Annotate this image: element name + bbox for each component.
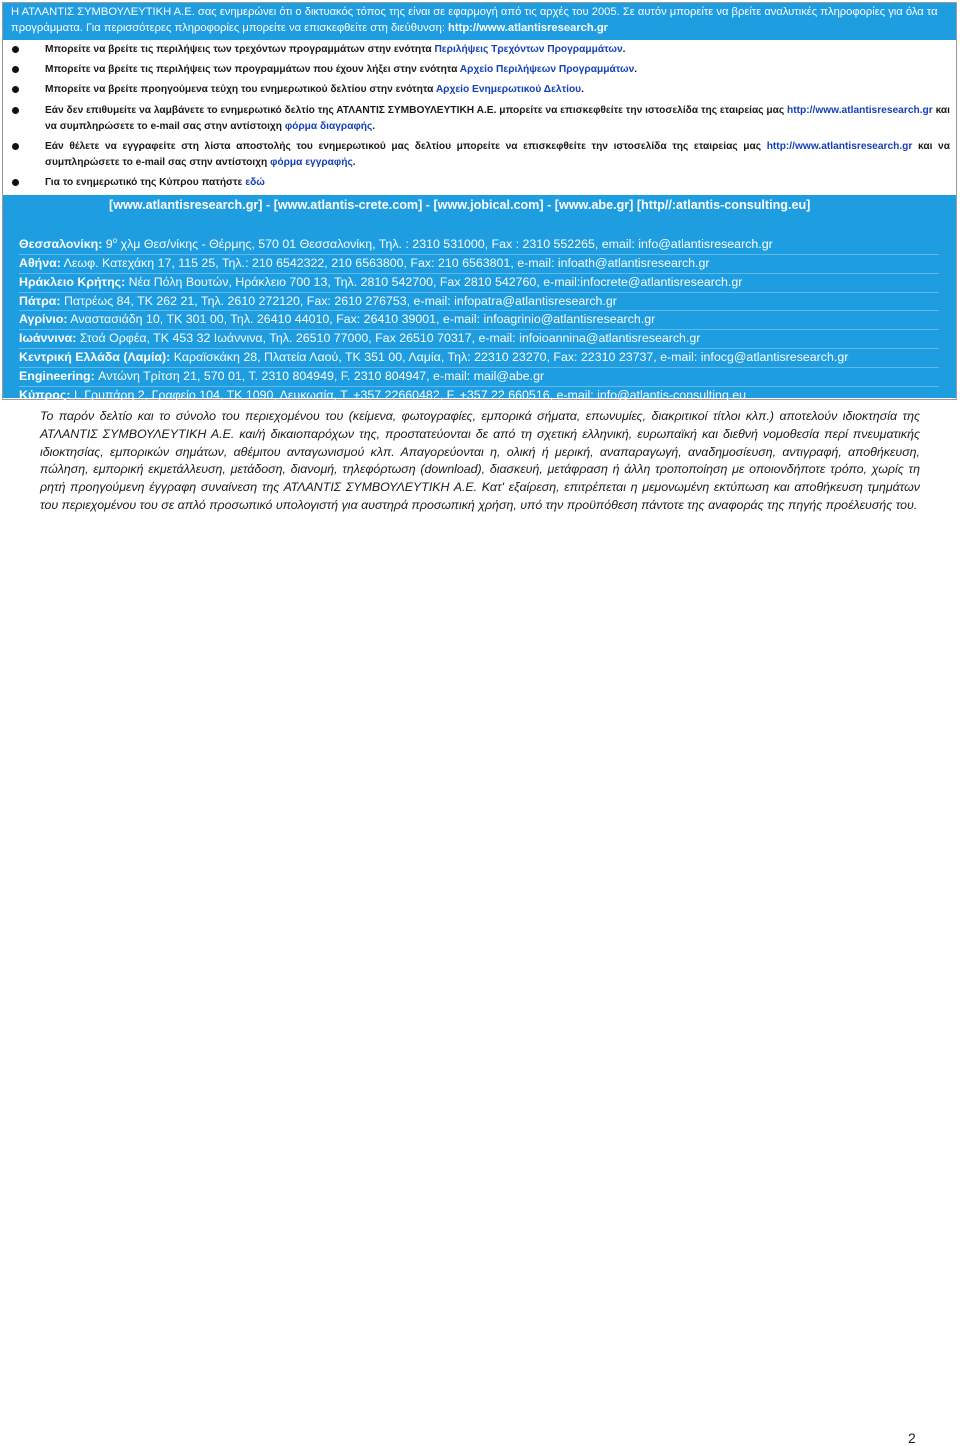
- bullet-text: Εάν θέλετε να εγγραφείτε στη λίστα αποστολής του ενημερωτικού μας δελτίου μπορείτε να επισκεφθείτε την ιστοσελίδα της εταιρείας μας: [45, 141, 767, 152]
- intro-website-link[interactable]: http://www.atlantisresearch.gr: [448, 22, 609, 34]
- subscribe-form-link[interactable]: φόρμα εγγραφής: [270, 157, 353, 168]
- office-row-thessaloniki: [19, 232, 939, 255]
- bullet-dot-icon: [12, 143, 19, 150]
- bullet-dot-icon: [12, 46, 19, 53]
- office-details: Ι. Γρυπάρη 2, Γραφείο 104, ΤΚ 1090, Λευκωσία, Τ. +357 22660482, F. +357 22 660516, e-mail: info@atlantis-consulting.eu: [70, 387, 747, 402]
- office-city: Θεσσαλονίκη:: [19, 237, 103, 252]
- office-city: Αγρίνιο:: [19, 312, 68, 327]
- office-details: Λεωφ. Κατεχάκη 17, 115 25, Τηλ.: 210 6542322, 210 6563800, Fax: 210 6563801, e-mail: infoath@atlantisresearch.gr: [60, 255, 710, 270]
- intro-line-1: Η ΑΤΛΑΝΤΙΣ ΣΥΜΒΟΥΛΕΥΤΙΚΗ Α.Ε. σας ενημερώνει ότι ο δικτυακός τόπος της είναι σε εφαρμογή από τις αρχές του 2005. Σε αυτόν μπορείτε να βρείτε αναλυτικές πληροφορίες για όλα τα: [11, 6, 938, 18]
- newsletter-archive-link[interactable]: Αρχείο Ενημερωτικού Δελτίου: [435, 84, 582, 95]
- office-details: Στοά Ορφέα, ΤΚ 453 32 Ιωάννινα, Τηλ. 26510 77000, Fax 26510 70317, e-mail: infoioannina@atlantisresearch.gr: [76, 331, 701, 346]
- bullet-text: Μπορείτε να βρείτε τις περιλήψεις των προγραμμάτων που έχουν λήξει στην ενότητα: [45, 64, 460, 75]
- intro-line-2-text: προγράμματα. Για περισσότερες πληροφορίες μπορείτε να επισκεφθείτε στη διεύθυνση:: [11, 22, 449, 34]
- bullet-text: Για το ενημερωτικό της Κύπρου πατήστε: [45, 177, 246, 188]
- bullet-text: Εάν δεν επιθυμείτε να λαμβάνετε το ενημερωτικό δελτίο της ΑΤΛΑΝΤΙΣ ΣΥΜΒΟΥΛΕΥΤΙΚΗ Α.Ε. μπορείτε να επισκεφθείτε την ιστοσελίδα της εταιρείας μας: [45, 105, 788, 116]
- office-city: Ιωάννινα:: [19, 331, 77, 346]
- office-details: 9: [102, 237, 113, 252]
- program-archive-link[interactable]: Αρχείο Περιλήψεων Προγραμμάτων: [459, 64, 635, 75]
- bullet-archive-programs: [12, 62, 950, 78]
- intro-banner: [3, 3, 956, 40]
- info-bullet-list: [12, 40, 950, 191]
- websites-links-line[interactable]: [www.atlantisresearch.gr] - [www.atlantis-crete.com] - [www.jobical.com] - [www.abe.gr] [http//:atlantis-consulting.eu]: [109, 198, 811, 212]
- bullet-tail: .: [634, 64, 638, 75]
- bullet-dot-icon: [12, 107, 19, 114]
- cyprus-newsletter-link[interactable]: εδώ: [245, 177, 265, 188]
- office-row: [19, 311, 939, 330]
- bullet-text: και να συμπληρώσετε το e-mail σας στην αντίστοιχη: [45, 105, 951, 132]
- office-row: [19, 387, 939, 405]
- offices-list: [19, 232, 939, 404]
- office-city: Κύπρος:: [19, 387, 71, 402]
- office-details: χλμ Θεσ/νίκης - Θέρμης, 570 01 Θεσσαλονίκη, Τηλ. : 2310 531000, Fax : 2310 552265, email: info@atlantisresearch.gr: [117, 237, 773, 252]
- bullet-text: Μπορείτε να βρείτε τις περιλήψεις των τρεχόντων προγραμμάτων στην ενότητα: [45, 44, 435, 55]
- copyright-notice: Το παρόν δελτίο και το σύνολο του περιεχομένου του (κείμενα, φωτογραφίες, εμπορικά σήματα, επωνυμίες, διακριτικοί τίτλοι κλπ.) αποτελούν ιδιοκτησία της ΑΤΛΑΝΤΙΣ ΣΥΜΒΟΥΛΕΥΤΙΚΗ Α.Ε. και/ή δικαιοπαρόχων της, προστατεύονται δε από τη σχετική ελληνική, ευρωπαϊκή και διεθνή νομοθεσία περί πνευματικής ιδιοκτησίας, εμπορικών σημάτων, αθέμιτου ανταγωνισμού κλπ. Απαγορεύονται η, ολική ή μερική, αναπαραγωγή, αναδημοσίευση, αντιγραφή, αποθήκευση, πώληση, εμπορική εκμετάλλευση, μετάδοση, διανομή, τηλεφόρτωση (download), διασκευή, μετάφραση ή άλλη τροποποίηση με οποιονδήποτε τρόπο, χωρίς τη ρητή προηγούμενη έγγραφη συναίνεση της ΑΤΛΑΝΤΙΣ ΣΥΜΒΟΥΛΕΥΤΙΚΗ Α.Ε. Κατ' εξαίρεση, επιτρέπεται η μεμονωμένη εκτύπωση και αποθήκευση τμημάτων του περιεχομένου του σε απλό προσωπικό υπολογιστή για αυστηρά προσωπική χρήση, υπό την προϋπόθεση πάντοτε της αναφοράς της πηγής προέλευσής του.: [40, 409, 920, 512]
- office-city: Αθήνα:: [19, 255, 61, 270]
- office-city: Πάτρα:: [19, 293, 61, 308]
- bullet-current-programs: [12, 42, 950, 58]
- office-row: [19, 368, 939, 387]
- bullet-text: Μπορείτε να βρείτε προηγούμενα τεύχη του ενημερωτικού δελτίου στην ενότητα: [45, 84, 436, 95]
- unsubscribe-website-link[interactable]: http://www.atlantisresearch.gr: [787, 105, 933, 116]
- office-row: [19, 293, 939, 312]
- bullet-dot-icon: [12, 179, 19, 186]
- bullet-unsubscribe: [12, 103, 950, 135]
- office-city: Ηράκλειο Κρήτης:: [19, 274, 126, 289]
- office-details: Νέα Πόλη Βουτών, Ηράκλειο 700 13, Τηλ. 2810 542700, Fax 2810 542760, e-mail:infocrete@atlantisresearch.gr: [125, 274, 743, 289]
- page-number: 2: [908, 1430, 916, 1446]
- bullet-dot-icon: [12, 86, 19, 93]
- office-row: [19, 255, 939, 274]
- office-row: [19, 349, 939, 368]
- unsubscribe-form-link[interactable]: φόρμα διαγραφής: [284, 121, 373, 132]
- office-row: [19, 330, 939, 349]
- subscribe-website-link[interactable]: http://www.atlantisresearch.gr: [766, 141, 913, 152]
- office-details: Αντώνη Τρίτση 21, 570 01, Τ. 2310 804949, F. 2310 804947, e-mail: mail@abe.gr: [94, 368, 545, 383]
- contact-panel: [3, 195, 956, 402]
- bullet-subscribe: [12, 139, 950, 171]
- bullet-tail: .: [622, 44, 626, 55]
- bullet-newsletter-archive: [12, 82, 950, 98]
- office-details: Καραϊσκάκη 28, Πλατεία Λαού, ΤΚ 351 00, Λαμία, Τηλ: 22310 23270, Fax: 22310 23737, e-mail: infocg@atlantisresearch.gr: [170, 349, 849, 364]
- intro-line-2: [11, 20, 948, 36]
- bullet-tail: .: [372, 121, 376, 132]
- bullet-dot-icon: [12, 66, 19, 73]
- bullet-tail: .: [581, 84, 584, 95]
- current-programs-link[interactable]: Περιλήψεις Τρεχόντων Προγραμμάτων: [434, 44, 623, 55]
- superscript: ο: [112, 236, 118, 245]
- office-details: Πατρέως 84, ΤΚ 262 21, Τηλ. 2610 272120, Fax: 2610 276753, e-mail: infopatra@atlantisresearch.gr: [60, 293, 617, 308]
- bullet-tail: .: [352, 157, 356, 168]
- office-city: Κεντρική Ελλάδα (Λαμία):: [19, 349, 171, 364]
- office-city: Engineering:: [19, 368, 95, 383]
- office-row: [19, 274, 939, 293]
- bullet-text: και να συμπληρώσετε το e-mail σας στην αντίστοιχη: [45, 141, 950, 168]
- office-details: Αναστασιάδη 10, ΤΚ 301 00, Τηλ. 26410 44010, Fax: 26410 39001, e-mail: infoagrinio@atlantisresearch.gr: [67, 312, 656, 327]
- bullet-cyprus: [12, 175, 950, 191]
